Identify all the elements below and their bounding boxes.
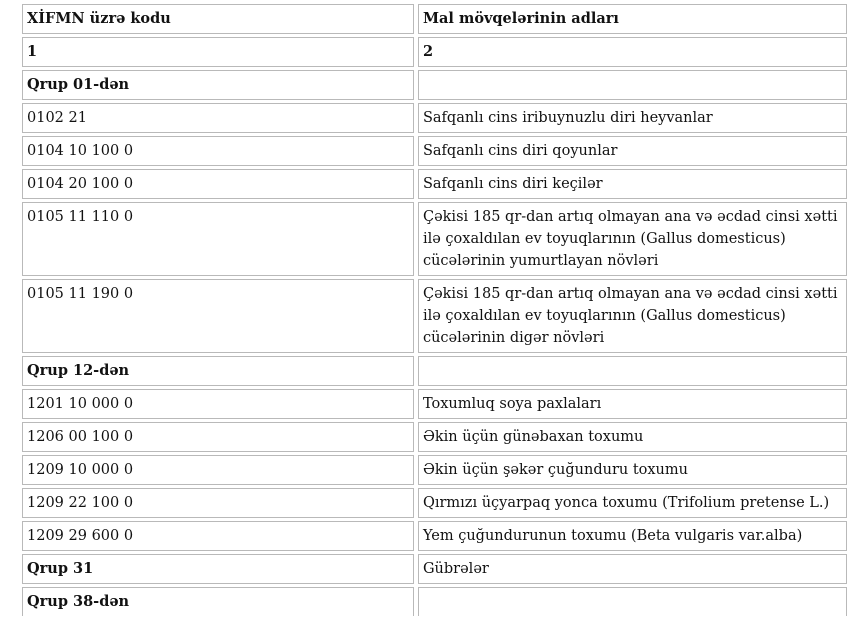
- group-row: [22, 554, 847, 584]
- table-row: [22, 169, 847, 199]
- header-row: [22, 4, 847, 34]
- code-cell: 1209 10 000 0: [22, 455, 414, 485]
- name-cell: Yem çuğundurunun toxumu (Beta vulgaris var.alba): [418, 521, 847, 551]
- name-cell: Çəkisi 185 qr-dan artıq olmayan ana və əcdad cinsi xətti ilə çoxaldılan ev toyuqlarının (Gallus domesticus) cücələrinin yumurtlayan növləri: [418, 202, 847, 276]
- table-row: [22, 455, 847, 485]
- table-row: [22, 202, 847, 276]
- name-cell: Əkin üçün günəbaxan toxumu: [418, 422, 847, 452]
- group-name-cell: Gübrələr: [418, 554, 847, 584]
- table-row: [22, 389, 847, 419]
- group-row: [22, 587, 847, 616]
- table-row: [22, 422, 847, 452]
- name-cell: Safqanlı cins diri keçilər: [418, 169, 847, 199]
- group-code-cell: Qrup 01-dən: [22, 70, 414, 100]
- code-cell: 1209 29 600 0: [22, 521, 414, 551]
- header-name: Mal mövqelərinin adları: [418, 4, 847, 34]
- group-name-cell: [418, 587, 847, 616]
- code-cell: 0102 21: [22, 103, 414, 133]
- name-cell: Qırmızı üçyarpaq yonca toxumu (Trifolium pretense L.): [418, 488, 847, 518]
- name-cell: Çəkisi 185 qr-dan artıq olmayan ana və əcdad cinsi xətti ilə çoxaldılan ev toyuqlarının (Gallus domesticus) cücələrinin digər növləri: [418, 279, 847, 353]
- column-number-1: 1: [22, 37, 414, 67]
- table-row: [22, 279, 847, 353]
- group-row: [22, 356, 847, 386]
- group-name-cell: [418, 70, 847, 100]
- code-cell: 0105 11 110 0: [22, 202, 414, 276]
- code-cell: 0105 11 190 0: [22, 279, 414, 353]
- column-number-row: [22, 37, 847, 67]
- table-row: [22, 521, 847, 551]
- code-cell: 1209 22 100 0: [22, 488, 414, 518]
- name-cell: Toxumluq soya paxlaları: [418, 389, 847, 419]
- column-number-2: 2: [418, 37, 847, 67]
- group-code-cell: Qrup 12-dən: [22, 356, 414, 386]
- table-row: [22, 103, 847, 133]
- goods-table: [18, 1, 851, 619]
- table-row: [22, 488, 847, 518]
- name-cell: Safqanlı cins iribuynuzlu diri heyvanlar: [418, 103, 847, 133]
- group-code-cell: Qrup 38-dən: [22, 587, 414, 616]
- name-cell: Safqanlı cins diri qoyunlar: [418, 136, 847, 166]
- group-row: [22, 70, 847, 100]
- table-row: [22, 136, 847, 166]
- code-cell: 1201 10 000 0: [22, 389, 414, 419]
- name-cell: Əkin üçün şəkər çuğunduru toxumu: [418, 455, 847, 485]
- header-code: XİFMN üzrə kodu: [22, 4, 414, 34]
- group-code-cell: Qrup 31: [22, 554, 414, 584]
- group-name-cell: [418, 356, 847, 386]
- code-cell: 0104 10 100 0: [22, 136, 414, 166]
- code-cell: 0104 20 100 0: [22, 169, 414, 199]
- code-cell: 1206 00 100 0: [22, 422, 414, 452]
